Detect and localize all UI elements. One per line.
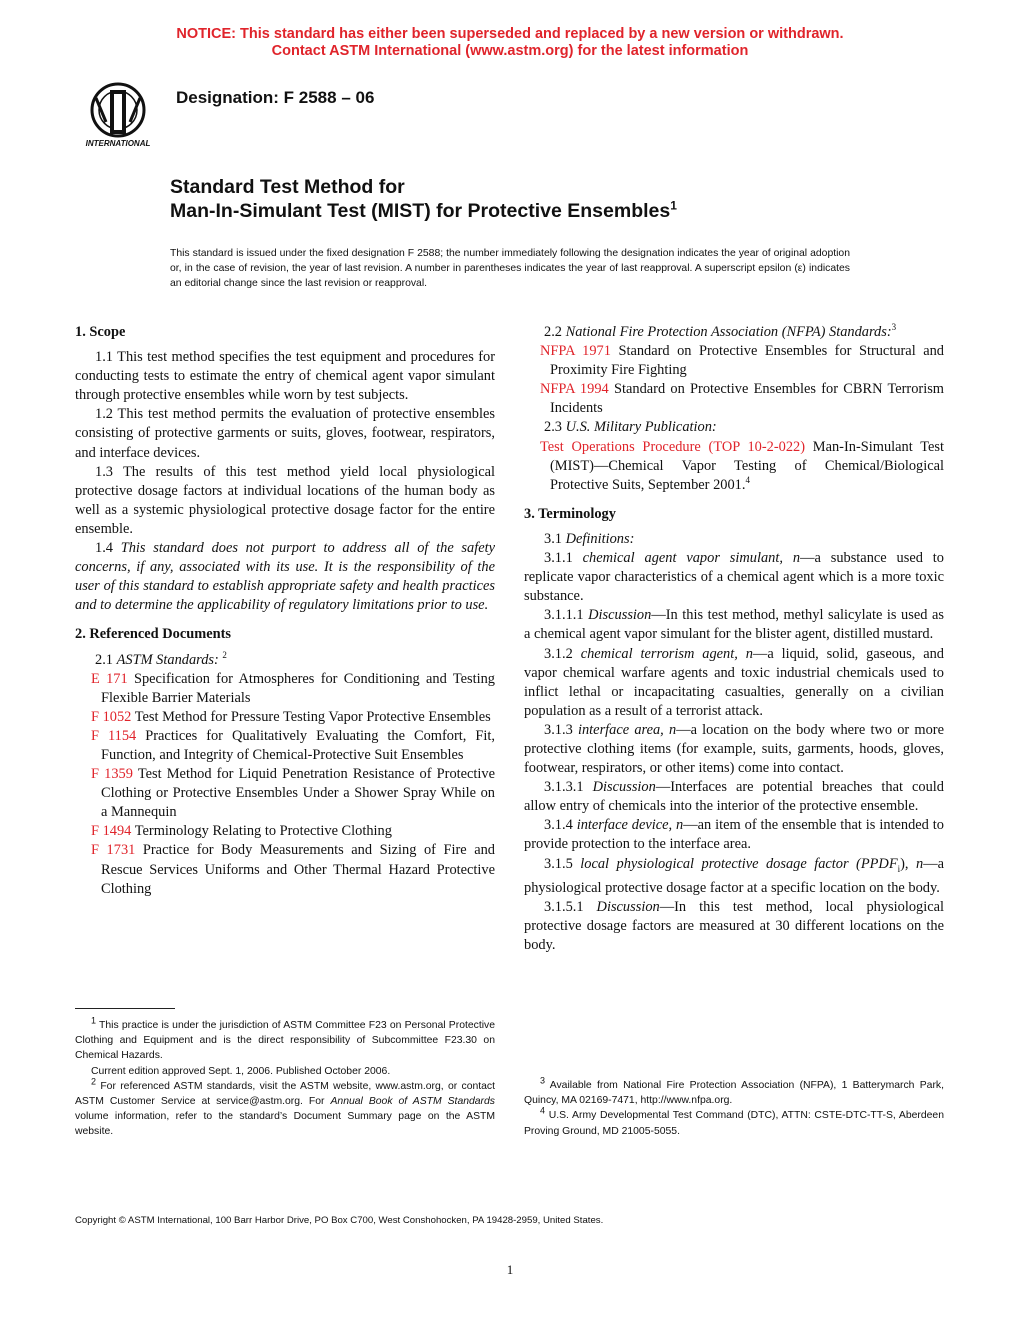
ref-top (524, 438, 944, 495)
num: 3.1.3 (544, 721, 573, 738)
para-3-1-2 (524, 645, 944, 721)
fn-text: U.S. Army Developmental Test Command (DTC), ATTN: CSTE-DTC-TT-S, Aberdeen Proving Ground, MD 21005-5055. (524, 1110, 944, 1137)
ref-link[interactable]: F 1154 (91, 727, 137, 744)
para-1-3: 1.3 The results of this test method yield local physiological protective dosage factors at individual locations of the human body as well as a systemic physiological protective dosage factor for the entire ensemble. (75, 463, 495, 537)
num: 3.1.5 (544, 855, 573, 872)
para-2-1 (75, 651, 495, 670)
para-2-1-mark: 2 (222, 649, 227, 660)
ref-text: Test Method for Pressure Testing Vapor Protective Ensembles (134, 708, 491, 725)
definition: —a location on the body where two or more protective clothing items (for example, suits, garments, hoods, gloves, footwear, respirators, or other items) come into contact. (524, 721, 944, 777)
label: Discussion (588, 607, 652, 624)
para-2-3-num: 2.3 (544, 419, 562, 436)
ref-text: Specification for Atmospheres for Conditioning and Testing Flexible Barrier Materials (101, 670, 495, 706)
definition: —an item of the ensemble that is intended to provide protection to the interface area. (524, 817, 944, 853)
ref-link[interactable]: NFPA 1971 (540, 343, 611, 360)
para-3-1 (524, 530, 944, 549)
designation: Designation: F 2588 – 06 (176, 88, 375, 107)
ref-text: Test Method for Liquid Penetration Resistance of Protective Clothing or Protective Ensembles Under a Shower Spray While on a Mannequin (101, 766, 496, 821)
footnote-4 (524, 1105, 944, 1138)
section-scope-heading: 1. Scope (75, 324, 126, 340)
ref-link[interactable]: F 1052 (91, 708, 132, 725)
title: Definitions: (565, 530, 635, 547)
num: 3.1.5.1 (544, 898, 584, 915)
fn-text: This practice is under the jurisdiction of ASTM Committee F23 on Personal Protective Clothing and Equipment and is the direct responsibility of Subcommittee F23.30 on Chemical Hazards. (75, 1020, 496, 1062)
ref-text: Practice for Body Measurements and Sizing of Fire and Rescue Services Uniforms and Other Thermal Hazard Protective Clothing (101, 842, 495, 897)
para-3-1-5: 3.1.5 local physiological protective dosage factor $(PPDF_i)$, n—a physiological protective dosage factor at a specific location on the body. (524, 855, 944, 896)
intro-paragraph: This standard is issued under the fixed designation F 2588; the number immediately following the designation indicates the year of original adoption or, in the case of revision, the year of last revision. A number in parentheses indicates the year of last reapproval. A superscript epsilon (ε) indicates an editorial change since the last revision or reapproval. (170, 248, 850, 289)
ref-text: Standard on Protective Ensembles for CBRN Terrorism Incidents (550, 381, 944, 417)
num: 3.1 (544, 530, 562, 547)
title-footnote-mark: 1 (670, 198, 677, 213)
ref-link[interactable]: NFPA 1994 (540, 381, 609, 398)
footnote-1-edition: Current edition approved Sept. 1, 2006. Published October 2006. (91, 1065, 391, 1077)
title-line-1: Standard Test Method for (170, 176, 405, 198)
para-3-1-1 (524, 549, 944, 606)
para-1-2: 1.2 This test method permits the evaluation of protective ensembles consisting of protective garments or suits, gloves, footwear, respirators, and interface devices. (75, 406, 495, 461)
notice-line-1: NOTICE: This standard has either been superseded and replaced by a new version or withdrawn. (176, 26, 844, 42)
fn-mark: 1 (91, 1015, 97, 1026)
ref-f1494 (75, 822, 495, 841)
para-1-4 (75, 539, 495, 615)
ref-f1731 (75, 841, 495, 898)
ref-text: Man-In-Simulant Test (MIST)—Chemical Vapor Testing of Chemical/Biological Protective Suits, September 2001. (550, 438, 944, 493)
para-2-2-num: 2.2 (544, 324, 562, 340)
ref-link[interactable]: F 1494 (91, 823, 132, 840)
fn-text: For referenced ASTM standards, visit the ASTM website, www.astm.org, or contact ASTM Customer Service at service@astm.org. For (75, 1080, 496, 1108)
para-1-4-text: This standard does not purport to address all of the safety concerns, if any, associated with its use. It is the responsibility of the user of this standard to establish appropriate safety and health practices and to determine the applicability of regulatory limitations prior to use. (75, 540, 495, 614)
ref-f1154 (75, 727, 495, 765)
definition: —In this test method, local physiological protective dosage factors are measured at 30 different locations on the body. (524, 898, 944, 953)
para-3-1-4 (524, 816, 944, 854)
term: interface area, n (577, 721, 677, 738)
footnote-2 (75, 1076, 496, 1140)
para-2-1-num: 2.1 (95, 651, 113, 668)
footnote-3 (524, 1075, 944, 1108)
para-1-1: 1.1 This test method specifies the test equipment and procedures for conducting tests to estimate the entry of chemical agent vapor simulant through protective ensembles while worn by test subjects. (75, 349, 495, 404)
ref-e171 (75, 670, 495, 708)
num: 3.1.1 (544, 550, 573, 567)
label: Discussion (592, 779, 656, 796)
para-1-4-num: 1.4 (95, 540, 113, 557)
ref-link[interactable]: F 1359 (91, 766, 133, 783)
section-terminology-heading: 3. Terminology (524, 505, 616, 522)
num: 3.1.4 (544, 817, 573, 834)
footnotes-left (75, 1015, 496, 1140)
fn-mark: 3 (540, 1075, 546, 1086)
fn-text: Available from National Fire Protection Association (NFPA), 1 Batterymarch Park, Quincy, MA 02169-7471, http://www.nfpa.org. (524, 1080, 944, 1107)
para-3-1-1-1 (524, 606, 944, 644)
right-column (524, 323, 944, 955)
page-title (170, 175, 677, 223)
para-3-1-3 (524, 721, 944, 778)
footnote-rule-left (75, 1008, 175, 1009)
page-number: 1 (506, 1262, 514, 1277)
para-3-1-5-1 (524, 898, 944, 955)
para-2-2-title: National Fire Protection Association (NFPA) Standards: (565, 324, 892, 340)
definition: —a physiological protective dosage factor at a specific location on the body. (524, 855, 944, 896)
ref-link[interactable]: Test Operations Procedure (TOP 10-2-022) (540, 438, 806, 455)
ref-f1359 (75, 765, 495, 822)
ref-link[interactable]: F 1731 (91, 842, 136, 859)
ref-text: Practices for Qualitatively Evaluating the Comfort, Fit, Function, and Integrity of Chemical-Protective Suit Ensembles (101, 727, 495, 763)
para-2-2 (524, 323, 944, 342)
fn-mark: 4 (540, 1105, 546, 1116)
para-3-1-3-1 (524, 778, 944, 816)
term-subscript: i (897, 863, 901, 874)
label: Discussion (596, 898, 660, 915)
title-line-2 (170, 199, 677, 223)
footnotes-right (524, 1075, 944, 1139)
footnote-1 (75, 1015, 496, 1064)
term: interface device, n (576, 817, 684, 834)
ref-nfpa1994 (524, 380, 944, 418)
para-2-1-title: ASTM Standards: (116, 651, 219, 668)
astm-logo (76, 78, 160, 154)
copyright: Copyright © ASTM International, 100 Barr Harbor Drive, PO Box C700, West Conshohocken, PA 19428-2959, United States. (75, 1215, 604, 1226)
term-n: n (916, 855, 924, 872)
notice-line-2: Contact ASTM International (www.astm.org) for the latest information (271, 43, 749, 59)
num: 3.1.2 (544, 645, 573, 662)
logo-subtext: INTERNATIONAL (85, 139, 151, 148)
withdrawal-notice (0, 26, 1020, 60)
definition: —Interfaces are potential breaches that could allow entry of chemicals into the interior of the protective ensemble. (524, 779, 944, 815)
title-line-2-text: Man-In-Simulant Test (MIST) for Protective Ensembles (170, 200, 671, 222)
para-2-2-mark: 3 (891, 322, 897, 333)
ref-text: Terminology Relating to Protective Clothing (134, 823, 392, 840)
term-close: ) (900, 855, 905, 872)
fn-mark: 2 (91, 1076, 97, 1087)
definition: —In this test method, methyl salicylate is used as a chemical agent vapor simulant for the blister agent, distilled mustard. (524, 607, 944, 643)
num: 3.1.3.1 (544, 779, 584, 796)
left-column (75, 323, 495, 899)
term: chemical terrorism agent, n (580, 645, 753, 662)
ref-link[interactable]: E 171 (91, 670, 128, 687)
fn-italic: Annual Book of ASTM Standards (330, 1096, 495, 1108)
term: chemical agent vapor simulant, n (582, 550, 801, 567)
ref-f1052 (75, 708, 495, 727)
ref-text: Standard on Protective Ensembles for Structural and Proximity Fire Fighting (550, 343, 944, 379)
num: 3.1.1.1 (544, 607, 584, 624)
ref-top-mark: 4 (745, 474, 750, 485)
definition: —a substance used to replicate vapor characteristics of a chemical agent which is a more toxic substance. (524, 550, 945, 605)
term: local physiological protective dosage factor (PPDF (580, 855, 898, 872)
para-2-3 (524, 418, 944, 437)
section-referenced-heading: 2. Referenced Documents (75, 626, 231, 643)
definition: —a liquid, solid, gaseous, and vapor chemical warfare agents and toxic industrial chemicals used to inflict lethal or incapacitating casualties, generally on a civilian population as a result of a terrorist attack. (524, 645, 944, 719)
fn-text: volume information, refer to the standard’s Document Summary page on the ASTM website. (75, 1111, 495, 1138)
para-2-3-title: U.S. Military Publication: (565, 419, 717, 436)
ref-nfpa1971 (524, 342, 944, 380)
